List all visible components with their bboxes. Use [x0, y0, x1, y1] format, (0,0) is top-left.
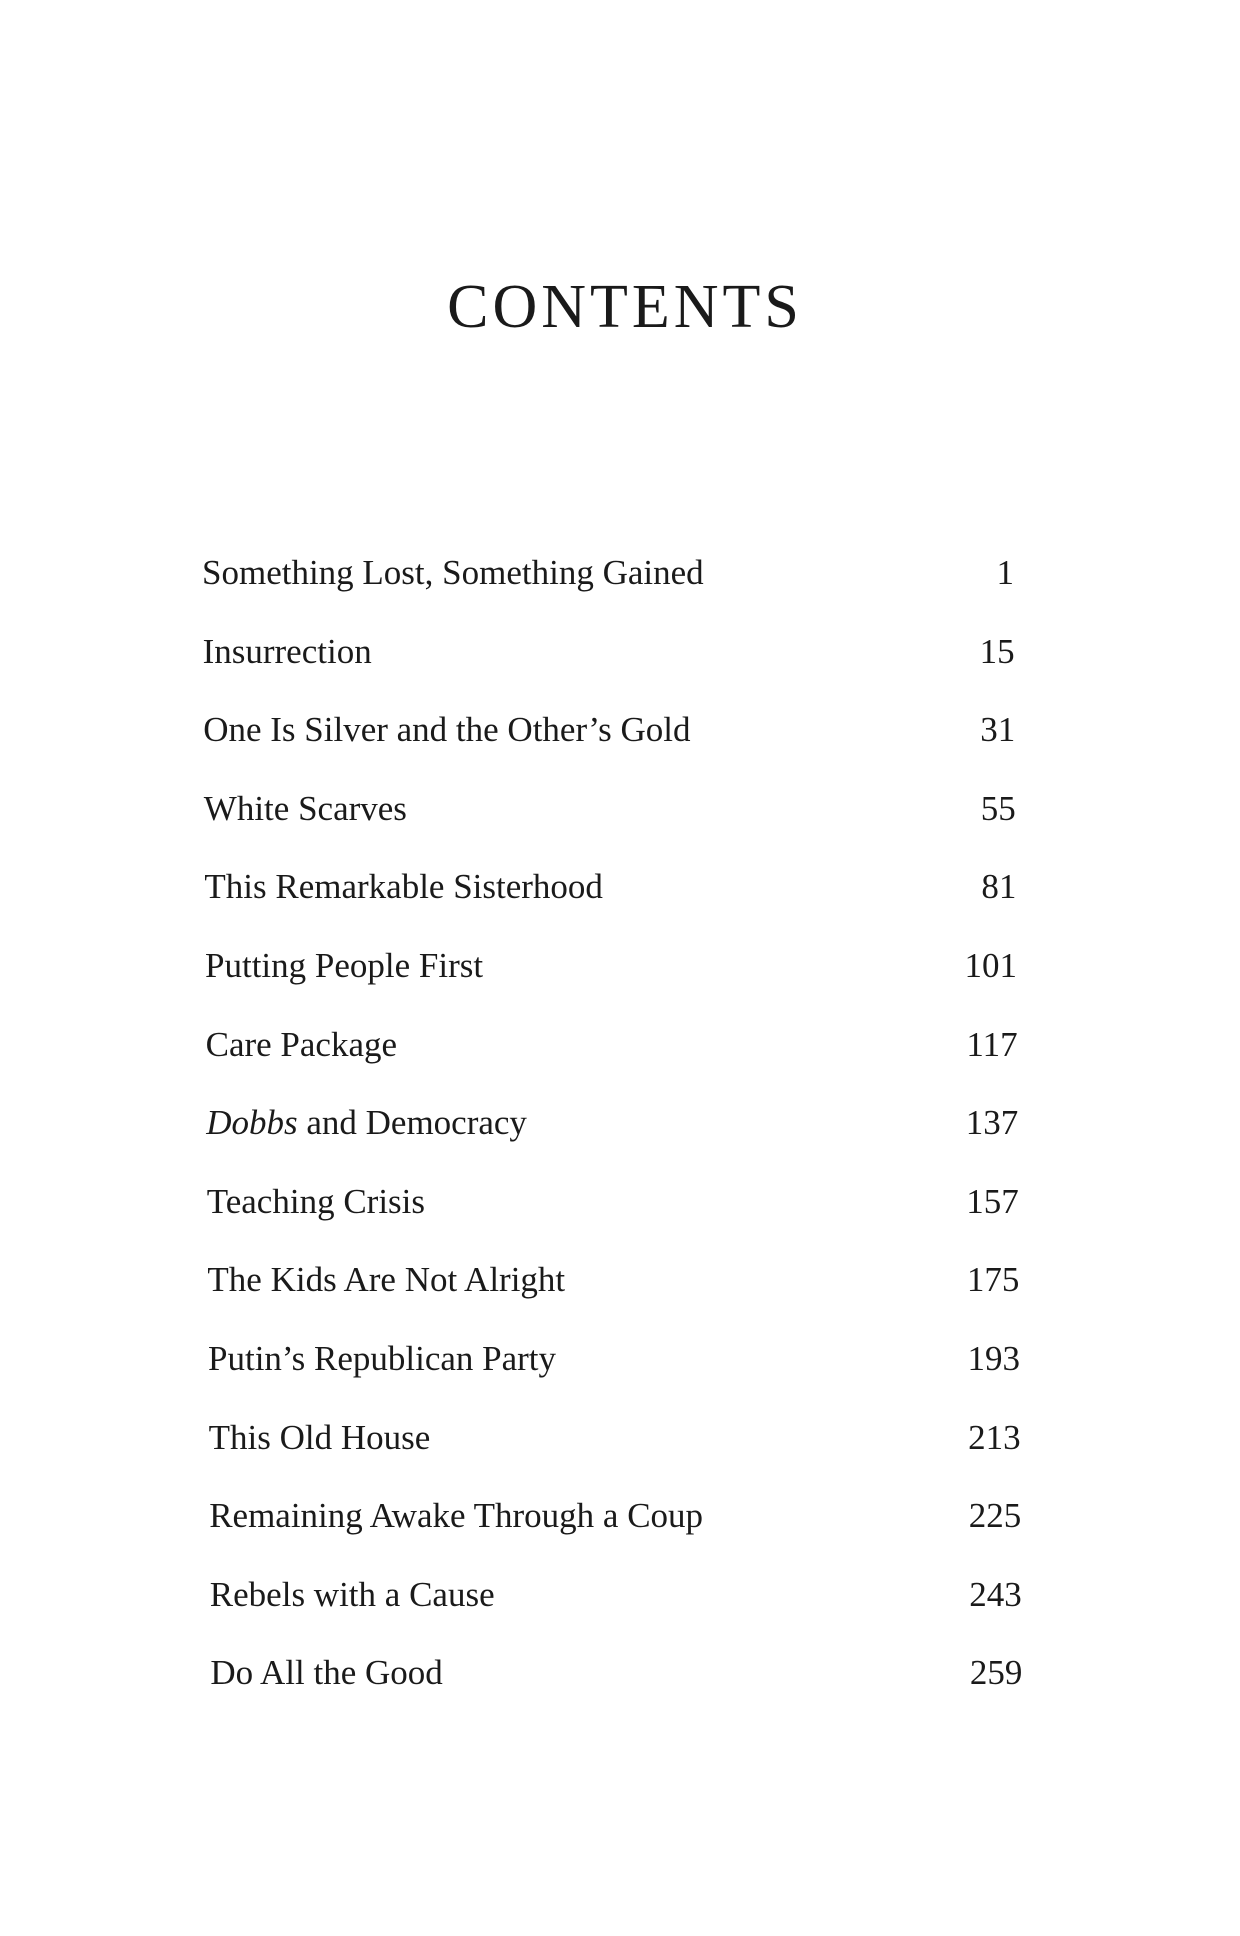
page-number: 55: [980, 788, 1016, 828]
page-number: 117: [966, 1024, 1018, 1064]
toc-entry: [207, 1255, 1019, 1334]
chapter-title: Teaching Crisis: [206, 1181, 426, 1221]
chapter-title: Do All the Good: [210, 1653, 443, 1693]
toc-entry: [203, 627, 1015, 706]
toc-entry: [202, 548, 1014, 627]
chapter-title: Putting People First: [205, 945, 484, 985]
toc-entry: [206, 1020, 1018, 1099]
chapter-title: This Old House: [208, 1417, 431, 1457]
page-number: 213: [968, 1417, 1021, 1457]
page-number: 137: [965, 1103, 1019, 1143]
chapter-title: White Scarves: [203, 788, 407, 828]
chapter-title: One Is Silver and the Other’s Gold: [203, 710, 691, 750]
page-number: 1: [996, 553, 1014, 592]
page-number: 175: [966, 1260, 1020, 1300]
page-number: 193: [967, 1338, 1020, 1378]
toc-entry: [204, 784, 1016, 863]
chapter-title: Putin’s Republican Party: [208, 1338, 557, 1378]
page-number: 259: [969, 1653, 1023, 1693]
chapter-title-italic: Dobbs: [206, 1103, 298, 1143]
chapter-title: Something Lost, Something Gained: [202, 553, 704, 592]
chapter-title: Remaining Awake Through a Coup: [209, 1496, 704, 1536]
chapter-title: Rebels with a Cause: [209, 1574, 495, 1614]
chapter-title: This Remarkable Sisterhood: [204, 867, 603, 907]
page-number: 225: [968, 1496, 1022, 1536]
toc-entry: [209, 1491, 1021, 1570]
toc-entry: [210, 1648, 1022, 1727]
chapter-title: Care Package: [205, 1024, 398, 1064]
toc-entry: [203, 705, 1015, 784]
page-title: CONTENTS: [447, 273, 803, 341]
toc-entry: [206, 1098, 1018, 1177]
table-of-contents: [202, 548, 1023, 1727]
page-number: 15: [979, 631, 1015, 671]
page-number: 157: [966, 1181, 1019, 1221]
chapter-title: Insurrection: [202, 631, 372, 671]
toc-entry: [204, 862, 1016, 941]
page-number: 81: [981, 867, 1017, 907]
toc-entry: [209, 1413, 1021, 1492]
toc-entry: [210, 1570, 1022, 1649]
toc-entry: [205, 941, 1017, 1020]
toc-entry: [207, 1177, 1019, 1256]
toc-entry: [208, 1334, 1020, 1413]
chapter-title: [206, 1098, 527, 1148]
page-number: 31: [980, 710, 1016, 750]
chapter-title: The Kids Are Not Alright: [207, 1260, 566, 1300]
chapter-title-rest: and Democracy: [297, 1103, 527, 1143]
page-number: 101: [964, 945, 1017, 985]
page-number: 243: [969, 1574, 1022, 1614]
